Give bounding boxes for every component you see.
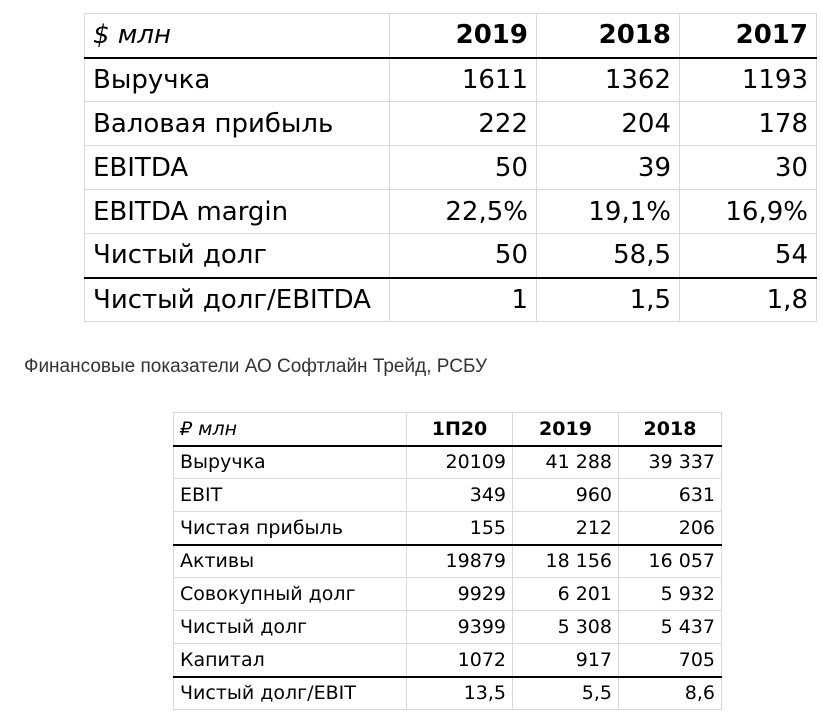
row-label: Активы (174, 545, 407, 578)
cell-value: 5,5 (513, 677, 619, 710)
row-label: Чистый долг (85, 234, 390, 278)
cell-value: 18 156 (513, 545, 619, 578)
table-row (174, 578, 722, 611)
row-label: Совокупный долг (174, 578, 407, 611)
table-row (174, 677, 722, 710)
row-label: Чистый долг (174, 611, 407, 644)
cell-value: 39 337 (619, 446, 722, 479)
cell-value: 19879 (407, 545, 513, 578)
cell-value: 1611 (390, 58, 537, 102)
cell-value: 9399 (407, 611, 513, 644)
table-row (174, 446, 722, 479)
cell-value: 41 288 (513, 446, 619, 479)
table-header-row (85, 14, 817, 58)
period-header: 2018 (619, 413, 722, 446)
cell-value: 155 (407, 512, 513, 545)
cell-value: 50 (390, 234, 537, 278)
table-row (174, 479, 722, 512)
unit-header: $ млн (85, 14, 390, 58)
table-row (85, 146, 817, 190)
table-row (174, 611, 722, 644)
table-header-row (174, 413, 722, 446)
year-header: 2018 (537, 14, 680, 58)
cell-value: 5 932 (619, 578, 722, 611)
table-row (85, 278, 817, 322)
table-row (174, 545, 722, 578)
row-label: Выручка (85, 58, 390, 102)
row-label: Чистый долг/EBITDA (85, 278, 390, 322)
year-header: 2017 (680, 14, 817, 58)
financials-usd-table (84, 13, 817, 322)
row-label: EBITDA margin (85, 190, 390, 234)
cell-value: 22,5% (390, 190, 537, 234)
cell-value: 6 201 (513, 578, 619, 611)
cell-value: 212 (513, 512, 619, 545)
period-header: 2019 (513, 413, 619, 446)
row-label: Чистая прибыль (174, 512, 407, 545)
row-label: Валовая прибыль (85, 102, 390, 146)
financials-rub-table (173, 412, 722, 710)
row-label: Чистый долг/EBIT (174, 677, 407, 710)
cell-value: 9929 (407, 578, 513, 611)
cell-value: 222 (390, 102, 537, 146)
unit-header: ₽ млн (174, 413, 407, 446)
cell-value: 5 308 (513, 611, 619, 644)
cell-value: 58,5 (537, 234, 680, 278)
row-label: Выручка (174, 446, 407, 479)
cell-value: 19,1% (537, 190, 680, 234)
table-row (174, 644, 722, 677)
cell-value: 13,5 (407, 677, 513, 710)
table-row (85, 58, 817, 102)
cell-value: 5 437 (619, 611, 722, 644)
cell-value: 960 (513, 479, 619, 512)
cell-value: 8,6 (619, 677, 722, 710)
row-label: Капитал (174, 644, 407, 677)
cell-value: 50 (390, 146, 537, 190)
table-row (174, 512, 722, 545)
cell-value: 39 (537, 146, 680, 190)
cell-value: 631 (619, 479, 722, 512)
cell-value: 54 (680, 234, 817, 278)
cell-value: 204 (537, 102, 680, 146)
cell-value: 1,5 (537, 278, 680, 322)
period-header: 1П20 (407, 413, 513, 446)
cell-value: 1193 (680, 58, 817, 102)
table-row (85, 102, 817, 146)
cell-value: 917 (513, 644, 619, 677)
cell-value: 178 (680, 102, 817, 146)
cell-value: 206 (619, 512, 722, 545)
cell-value: 1072 (407, 644, 513, 677)
cell-value: 16,9% (680, 190, 817, 234)
cell-value: 1362 (537, 58, 680, 102)
cell-value: 1,8 (680, 278, 817, 322)
row-label: EBITDA (85, 146, 390, 190)
table-row (85, 234, 817, 278)
year-header: 2019 (390, 14, 537, 58)
cell-value: 1 (390, 278, 537, 322)
row-label: EBIT (174, 479, 407, 512)
cell-value: 30 (680, 146, 817, 190)
cell-value: 349 (407, 479, 513, 512)
cell-value: 20109 (407, 446, 513, 479)
table-row (85, 190, 817, 234)
cell-value: 16 057 (619, 545, 722, 578)
table-caption: Финансовые показатели АО Софтлайн Трейд, РСБУ (24, 356, 488, 377)
cell-value: 705 (619, 644, 722, 677)
